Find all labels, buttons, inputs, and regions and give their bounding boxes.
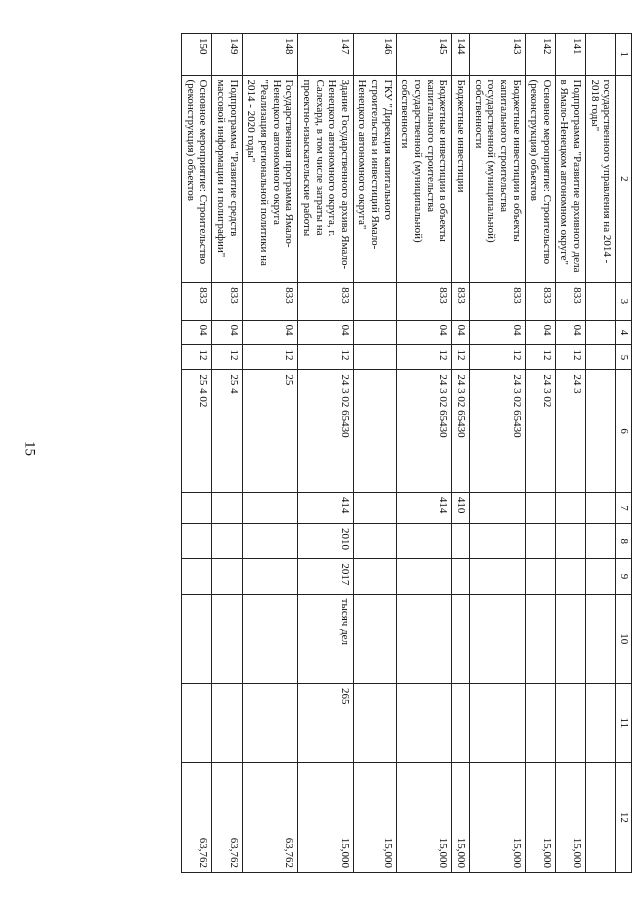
- column-number-7: 7: [616, 492, 632, 523]
- table-row: [353, 34, 396, 873]
- table-row: [298, 34, 354, 873]
- column-number-12: 12: [616, 762, 632, 872]
- table-cell-col-4: 04: [452, 320, 470, 345]
- table-cell-col-10: [396, 594, 452, 683]
- table-cell-col-5: 12: [212, 345, 242, 370]
- table-cell-col-11: 265: [298, 683, 354, 762]
- table-cell-col-7: [525, 492, 555, 523]
- table-cell-col-5: 12: [452, 345, 470, 370]
- table-cell-col-2: Здание Государственного архива Ямало-Ненецкого автономного округа, г. Салехард, в том числе затраты на проектно-изыскательские работы: [298, 75, 354, 283]
- table-cell-col-12: 63,762: [182, 762, 212, 872]
- column-number-9: 9: [616, 559, 632, 594]
- table-cell-col-1: 144: [452, 34, 470, 76]
- table-cell-col-4: 04: [298, 320, 354, 345]
- table-cell-col-5: 12: [242, 345, 298, 370]
- table-cell-col-9: [586, 559, 616, 594]
- table-row: [452, 34, 470, 873]
- column-number-row: [616, 34, 632, 873]
- table-cell-col-6: 24 3 02 65430: [298, 370, 354, 493]
- table-cell-col-12: [586, 762, 616, 872]
- table-cell-col-6: [586, 370, 616, 493]
- table-cell-col-9: [555, 559, 585, 594]
- table-cell-col-7: [469, 492, 525, 523]
- table-cell-col-8: [525, 524, 555, 559]
- table-cell-col-3: 833: [242, 283, 298, 320]
- column-number-8: 8: [616, 524, 632, 559]
- table-cell-col-10: [353, 594, 396, 683]
- table-cell-col-2: Бюджетные инвестиции в объекты капитального строительства государственной (муниципальной) собственности: [469, 75, 525, 283]
- table-cell-col-5: 12: [298, 345, 354, 370]
- table-row: [586, 34, 616, 873]
- table-cell-col-5: 12: [555, 345, 585, 370]
- table-cell-col-5: 12: [469, 345, 525, 370]
- table-cell-col-4: [353, 320, 396, 345]
- table-cell-col-2: Основное мероприятие: Строительство (реконструкция) объектов: [182, 75, 212, 283]
- table-cell-col-12: 15,000: [396, 762, 452, 872]
- table-cell-col-3: 833: [298, 283, 354, 320]
- table-cell-col-9: [452, 559, 470, 594]
- table-cell-col-6: 25: [242, 370, 298, 493]
- table-cell-col-11: [555, 683, 585, 762]
- table-cell-col-8: [555, 524, 585, 559]
- table-row: [182, 34, 212, 873]
- table-cell-col-7: 410: [452, 492, 470, 523]
- table-cell-col-3: 833: [212, 283, 242, 320]
- table-cell-col-1: 146: [353, 34, 396, 76]
- table-cell-col-10: [469, 594, 525, 683]
- table-cell-col-4: 04: [555, 320, 585, 345]
- column-number-1: 1: [616, 34, 632, 76]
- table-cell-col-7: [182, 492, 212, 523]
- table-cell-col-10: [586, 594, 616, 683]
- table-cell-col-3: [586, 283, 616, 320]
- table-cell-col-12: 15,000: [469, 762, 525, 872]
- table-cell-col-7: [212, 492, 242, 523]
- table-cell-col-8: 2010: [298, 524, 354, 559]
- table-cell-col-11: [182, 683, 212, 762]
- table-cell-col-7: [353, 492, 396, 523]
- table-cell-col-10: [555, 594, 585, 683]
- table-cell-col-9: [396, 559, 452, 594]
- table-cell-col-12: 15,000: [555, 762, 585, 872]
- table-cell-col-11: [525, 683, 555, 762]
- table-cell-col-9: [212, 559, 242, 594]
- table-cell-col-2: Подпрограмма "Развитие средств массовой информации и полиграфии": [212, 75, 242, 283]
- column-number-11: 11: [616, 683, 632, 762]
- table-cell-col-1: 145: [396, 34, 452, 76]
- table-cell-col-11: [452, 683, 470, 762]
- table-cell-col-3: [353, 283, 396, 320]
- table-cell-col-5: 12: [396, 345, 452, 370]
- column-number-4: 4: [616, 320, 632, 345]
- table-cell-col-1: 143: [469, 34, 525, 76]
- table-cell-col-8: [353, 524, 396, 559]
- table-cell-col-5: 12: [182, 345, 212, 370]
- table-cell-col-6: 24 3 02 65430: [469, 370, 525, 493]
- table-cell-col-1: 141: [555, 34, 585, 76]
- table-row: [555, 34, 585, 873]
- table-cell-col-12: 63,762: [242, 762, 298, 872]
- table-cell-col-2: государственного управления на 2014 - 2018 годы": [586, 75, 616, 283]
- table-cell-col-10: [242, 594, 298, 683]
- table-cell-col-7: 414: [396, 492, 452, 523]
- table-cell-col-4: 04: [525, 320, 555, 345]
- table-cell-col-5: [586, 345, 616, 370]
- table-cell-col-8: [586, 524, 616, 559]
- table-cell-col-2: Бюджетные инвестиции в объекты капитального строительства государственной (муниципальной) собственности: [396, 75, 452, 283]
- table-cell-col-1: 148: [242, 34, 298, 76]
- table-cell-col-5: 12: [525, 345, 555, 370]
- table-cell-col-1: [586, 34, 616, 76]
- table-cell-col-10: [182, 594, 212, 683]
- column-number-10: 10: [616, 594, 632, 683]
- column-number-5: 5: [616, 345, 632, 370]
- table-row: [242, 34, 298, 873]
- table-cell-col-11: [396, 683, 452, 762]
- table-cell-col-10: тысяч дел: [298, 594, 354, 683]
- table-cell-col-12: 63,762: [212, 762, 242, 872]
- table-cell-col-3: 833: [452, 283, 470, 320]
- table-cell-col-12: 15,000: [353, 762, 396, 872]
- table-cell-col-1: 150: [182, 34, 212, 76]
- table-row: [396, 34, 452, 873]
- table-cell-col-9: [525, 559, 555, 594]
- table-cell-col-7: [242, 492, 298, 523]
- table-cell-col-8: [212, 524, 242, 559]
- table-cell-col-12: 15,000: [452, 762, 470, 872]
- table-cell-col-10: [525, 594, 555, 683]
- table-cell-col-9: [182, 559, 212, 594]
- table-cell-col-10: [212, 594, 242, 683]
- table-cell-col-6: [353, 370, 396, 493]
- table-cell-col-2: Бюджетные инвестиции: [452, 75, 470, 283]
- table-row: [212, 34, 242, 873]
- table-row: [469, 34, 525, 873]
- table-cell-col-3: 833: [469, 283, 525, 320]
- rotated-page: [52, 33, 632, 873]
- table-cell-col-1: 147: [298, 34, 354, 76]
- table-cell-col-2: Подпрограмма "Развитие архивного дела в Ямало-Ненецком автономном округе": [555, 75, 585, 283]
- table-cell-col-4: [586, 320, 616, 345]
- table-cell-col-2: Государственная программа Ямало-Ненецкого автономного округа "Реализация региональной политики на 2014 - 2020 годы": [242, 75, 298, 283]
- table-cell-col-6: 25 4: [212, 370, 242, 493]
- column-number-6: 6: [616, 370, 632, 493]
- table-row: [525, 34, 555, 873]
- table-cell-col-9: [242, 559, 298, 594]
- table-cell-col-3: 833: [555, 283, 585, 320]
- table-cell-col-11: [242, 683, 298, 762]
- table-cell-col-12: 15,000: [298, 762, 354, 872]
- table-cell-col-6: 24 3: [555, 370, 585, 493]
- table-body: [182, 34, 632, 873]
- table-cell-col-11: [586, 683, 616, 762]
- table-cell-col-7: 414: [298, 492, 354, 523]
- table-cell-col-6: 25 4 02: [182, 370, 212, 493]
- table-cell-col-3: 833: [396, 283, 452, 320]
- page-number: 15: [21, 441, 38, 456]
- table-cell-col-4: 04: [212, 320, 242, 345]
- table-cell-col-4: 04: [182, 320, 212, 345]
- budget-table: [181, 33, 632, 873]
- table-cell-col-6: 24 3 02 65430: [452, 370, 470, 493]
- table-cell-col-6: 24 3 02 65430: [396, 370, 452, 493]
- table-cell-col-5: [353, 345, 396, 370]
- table-cell-col-7: [555, 492, 585, 523]
- table-cell-col-6: 24 3 02: [525, 370, 555, 493]
- table-cell-col-1: 142: [525, 34, 555, 76]
- table-cell-col-11: [353, 683, 396, 762]
- column-number-3: 3: [616, 283, 632, 320]
- table-cell-col-12: 15,000: [525, 762, 555, 872]
- table-cell-col-9: 2017: [298, 559, 354, 594]
- table-cell-col-8: [469, 524, 525, 559]
- table-cell-col-9: [353, 559, 396, 594]
- table-cell-col-3: 833: [182, 283, 212, 320]
- table-cell-col-4: 04: [396, 320, 452, 345]
- table-cell-col-1: 149: [212, 34, 242, 76]
- table-cell-col-8: [452, 524, 470, 559]
- column-number-2: 2: [616, 75, 632, 283]
- table-cell-col-3: 833: [525, 283, 555, 320]
- table-cell-col-7: [586, 492, 616, 523]
- table-cell-col-2: Основное мероприятие: Строительство (реконструкция) объектов: [525, 75, 555, 283]
- table-cell-col-11: [469, 683, 525, 762]
- table-cell-col-4: 04: [469, 320, 525, 345]
- table-cell-col-8: [396, 524, 452, 559]
- table-cell-col-4: 04: [242, 320, 298, 345]
- table-cell-col-9: [469, 559, 525, 594]
- table-cell-col-10: [452, 594, 470, 683]
- table-cell-col-8: [242, 524, 298, 559]
- table-cell-col-8: [182, 524, 212, 559]
- table-cell-col-11: [212, 683, 242, 762]
- table-cell-col-2: ГКУ "Дирекция капитального строительства и инвестиций Ямало-Ненецкого автономного округа": [353, 75, 396, 283]
